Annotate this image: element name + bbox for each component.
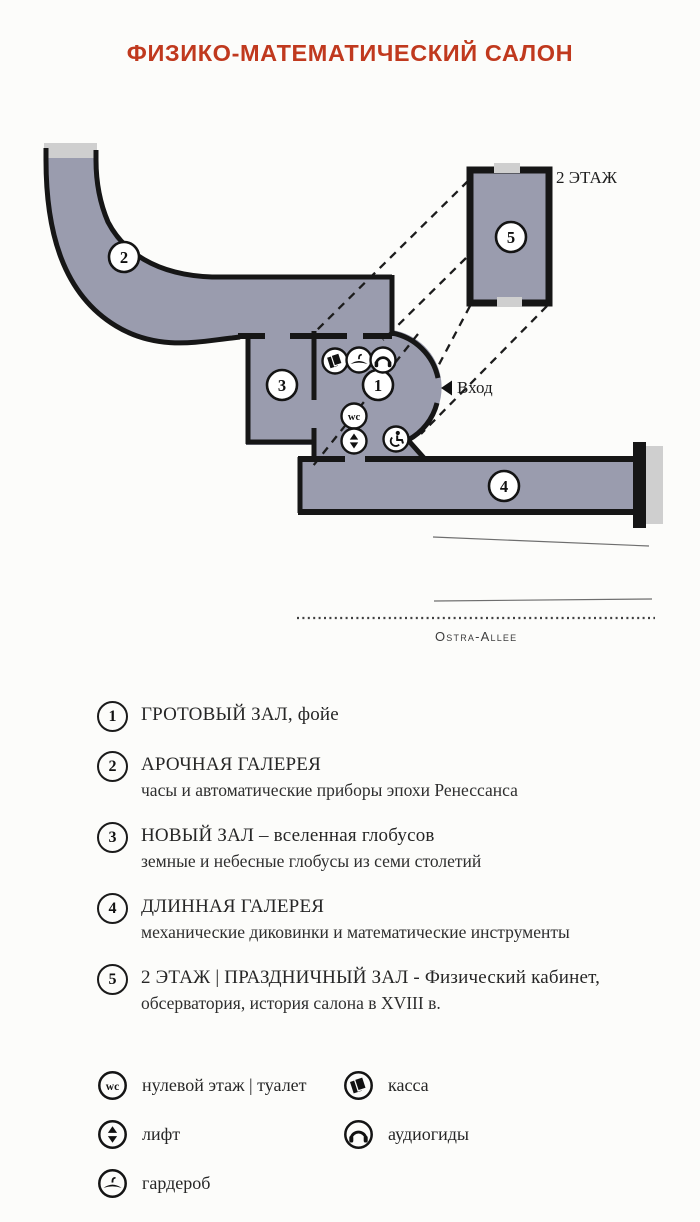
facilities-legend: [97, 1070, 627, 1199]
facility-wc-label: нулевой этаж | туалет: [142, 1075, 307, 1095]
lift-icon: [97, 1119, 128, 1150]
facility-lift: [97, 1119, 343, 1150]
legend-title-3: НОВЫЙ ЗАЛ – вселенная глобусов: [141, 825, 435, 846]
facility-audioguide-label: аудиогиды: [388, 1124, 469, 1144]
legend-item-2: [97, 752, 662, 803]
page-title: ФИЗИКО-МАТЕМАТИЧЕСКИЙ САЛОН: [126, 40, 574, 66]
svg-text:4: 4: [499, 477, 509, 496]
legend-title-1: ГРОТОВЫЙ ЗАЛ, фойе: [141, 704, 339, 725]
legend-subtitle-2: часы и автоматические приборы эпохи Ренессанса: [141, 780, 518, 800]
gallery4-end-wall: [633, 442, 646, 528]
cashdesk-icon: [323, 349, 348, 374]
street-label: Ostra-Allee: [435, 629, 518, 644]
svg-text:3: 3: [277, 376, 287, 395]
entrance-label: Вход: [457, 378, 493, 397]
wc-icon: [342, 404, 367, 429]
legend-item-1: [97, 702, 662, 732]
svg-text:wc: wc: [105, 1080, 120, 1093]
legend-item-4: [97, 894, 662, 945]
legend-subtitle-5: обсерватория, история салона в XVIII в.: [141, 993, 441, 1013]
legend-title-5: 2 ЭТАЖ | ПРАЗДНИЧНЫЙ ЗАЛ - Физический кабинет,: [141, 967, 601, 988]
gallery-4-shape: [298, 456, 638, 513]
room-2-marker: [109, 242, 139, 272]
facility-lift-label: лифт: [142, 1124, 181, 1144]
legend-subtitle-3: земные и небесные глобусы из семи столетий: [141, 851, 482, 871]
room-5-marker: [496, 222, 526, 252]
gallery2-end-cap: [44, 143, 97, 160]
facility-cloakroom: [97, 1168, 343, 1199]
legend-num-1: 1: [97, 701, 128, 732]
facility-audioguide: [343, 1119, 627, 1150]
facility-cashdesk-label: касса: [388, 1075, 429, 1095]
legend-num-2: 2: [97, 751, 128, 782]
audioguide-icon: [343, 1119, 374, 1150]
svg-text:5: 5: [506, 228, 516, 247]
legend-title-2: АРОЧНАЯ ГАЛЕРЕЯ: [141, 754, 321, 775]
cloakroom-icon: [347, 348, 372, 373]
room-3-marker: [267, 370, 297, 400]
facility-wc: [97, 1070, 343, 1101]
entrance-arrow-icon: [441, 381, 452, 396]
room-legend: [97, 702, 662, 1036]
wc-icon: [97, 1070, 128, 1101]
legend-num-4: 4: [97, 893, 128, 924]
floor-plan-map: [0, 130, 700, 660]
svg-text:2: 2: [119, 248, 129, 267]
svg-text:1: 1: [373, 376, 383, 395]
street-edge-lines: [433, 537, 652, 601]
cashdesk-icon: [343, 1070, 374, 1101]
legend-num-5: 5: [97, 964, 128, 995]
floor2-label: 2 ЭТАЖ: [556, 168, 618, 187]
legend-num-3: 3: [97, 822, 128, 853]
lift-icon: [342, 429, 367, 454]
svg-text:wc: wc: [347, 411, 361, 423]
gallery4-end-cap: [646, 446, 663, 524]
audioguide-icon: [371, 348, 396, 373]
facility-cashdesk: [343, 1070, 627, 1101]
facility-cloakroom-label: гардероб: [142, 1173, 211, 1193]
cloakroom-icon: [97, 1168, 128, 1199]
wheelchair-icon: [384, 427, 409, 452]
legend-item-3: [97, 823, 662, 874]
room-1-marker: [363, 370, 393, 400]
room-4-marker: [489, 471, 519, 501]
legend-subtitle-4: механические диковинки и математические инструменты: [141, 922, 570, 942]
legend-title-4: ДЛИННАЯ ГАЛЕРЕЯ: [141, 896, 325, 917]
legend-item-5: [97, 965, 662, 1016]
